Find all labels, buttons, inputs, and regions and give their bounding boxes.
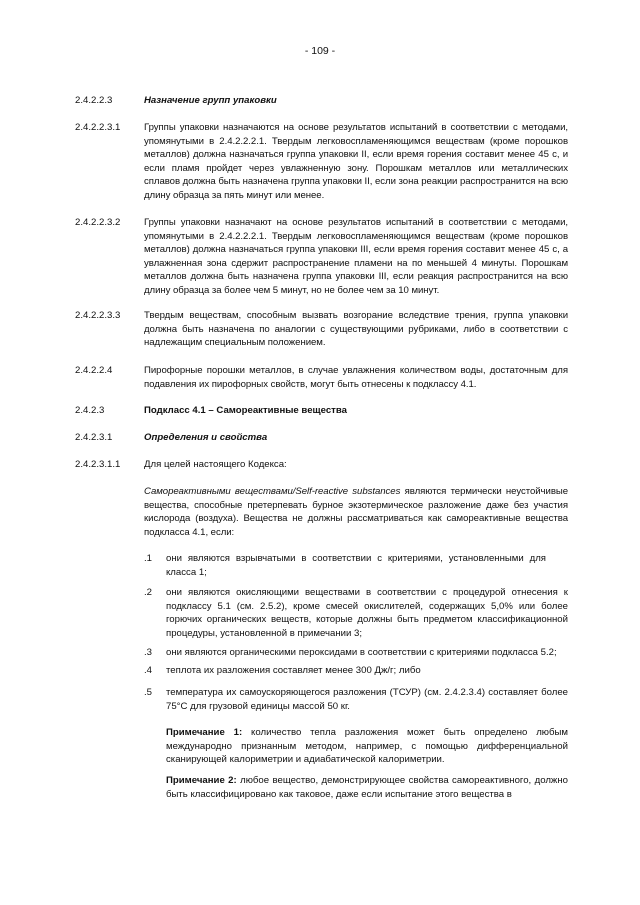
page-number: - 109 - [304, 45, 336, 57]
section-number: 2.4.2.3 [75, 405, 105, 416]
note-body: количество тепла разложения может быть определено любым международно признанным методом, например, с помощью дифференциальной сканирующей калориметрии и адиабатической калориметрии. [166, 727, 568, 765]
list-item-text: они являются органическими пероксидами в соответствии с критериями подкласса 5.2; [166, 647, 557, 658]
section-number: 2.4.2.2.3 [75, 95, 113, 106]
definition-body: являются термически неустойчивые вещества, способные претерпевать бурное экзотермическое разложение даже без участия кислорода (воздуха). Вещества не должны рассматриваться как самореактивные вещества подкласса 4.1, если: [144, 486, 568, 538]
section-number: 2.4.2.2.3.3 [75, 310, 121, 321]
section-text: Твердым веществам, способным вызвать возгорание вследствие трения, группа упаковки должна быть назначена по аналогии с существующими рубриками, либо в соответствии с надлежащим специальным положением. [144, 310, 568, 348]
section-number: 2.4.2.2.3.1 [75, 122, 121, 133]
list-item-label: .3 [144, 647, 153, 658]
note-body: любое вещество, демонстрирующее свойства самореактивного, должно быть классифицировано как таковое, даже если испытание этого вещества в [166, 775, 568, 800]
note-text [166, 726, 568, 767]
section-number: 2.4.2.3.1 [75, 432, 113, 443]
section-number: 2.4.2.2.4 [75, 365, 113, 376]
definition-term: Самореактивными веществами/Self-reactive substances [144, 486, 401, 497]
list-item-label: .2 [144, 587, 153, 598]
section-text: Группы упаковки назначают на основе результатов испытаний в соответствии с методами, упомянутыми в 2.4.2.2.2.1. Твердым легковоспламеняющимся веществам (кроме порошков металлов) должна назначаться группа упаковки III, если время горения составит менее 45 с, а увлажненная зона сдержит распространение пламени на по меньшей 4 минуты. Порошкам металлов должна быть назначена группа упаковки III, если реакция распространится на всю длину образца за более чем 5 минут, но не более чем за 10 минут. [144, 217, 568, 296]
list-item-label: .4 [144, 665, 153, 676]
list-item-label: .5 [144, 687, 153, 698]
note-text [166, 774, 568, 801]
definition-text [144, 485, 568, 539]
note-label: Примечание 2: [166, 775, 237, 786]
section-number: 2.4.2.3.1.1 [75, 459, 121, 470]
note-label: Примечание 1: [166, 727, 243, 738]
section-intro: Для целей настоящего Кодекса: [144, 459, 287, 470]
section-number: 2.4.2.2.3.2 [75, 217, 121, 228]
section-title: Определения и свойства [144, 432, 268, 443]
section-title: Назначение групп упаковки [144, 95, 277, 106]
list-item-text: они являются взрывчатыми в соответствии с критериями, установленными для класса 1; [166, 553, 546, 578]
section-text: Группы упаковки назначаются на основе результатов испытаний в соответствии с методами, упомянутыми в 2.4.2.2.2.1. Твердым легковоспламеняющимся веществам (кроме порошков металлов) должна назначаться группа упаковки II, если время горения составит менее 45 с, и если пламя пройдет через увлажненную зону. Порошкам металлов или металлических сплавов должна быть назначена группа упаковки II, если зона реакции распространится на всю длину образца за пять минут или менее. [144, 122, 568, 201]
section-title: Подкласс 4.1 – Самореактивные вещества [144, 405, 347, 416]
list-item-text: они являются окисляющими веществами в соответствии с процедурой отнесения к подклассу 5.1 (см. 2.5.2), кроме смесей окислителей, содержащих 5,0% или более горючих органических веществ, которые должны быть предметом классификационной процедуры, установленной в примечании 3; [166, 587, 568, 639]
list-item-text: теплота их разложения составляет менее 300 Дж/г; либо [166, 665, 421, 676]
list-item-label: .1 [144, 553, 153, 564]
list-item-text: температура их самоускоряющегося разложения (ТСУР) (см. 2.4.2.3.4) составляет более 75°С для грузовой единицы массой 50 кг. [166, 687, 568, 712]
section-text: Пирофорные порошки металлов, в случае увлажнения количеством воды, достаточным для подавления их пирофорных свойств, могут быть отнесены к подклассу 4.1. [144, 365, 568, 390]
